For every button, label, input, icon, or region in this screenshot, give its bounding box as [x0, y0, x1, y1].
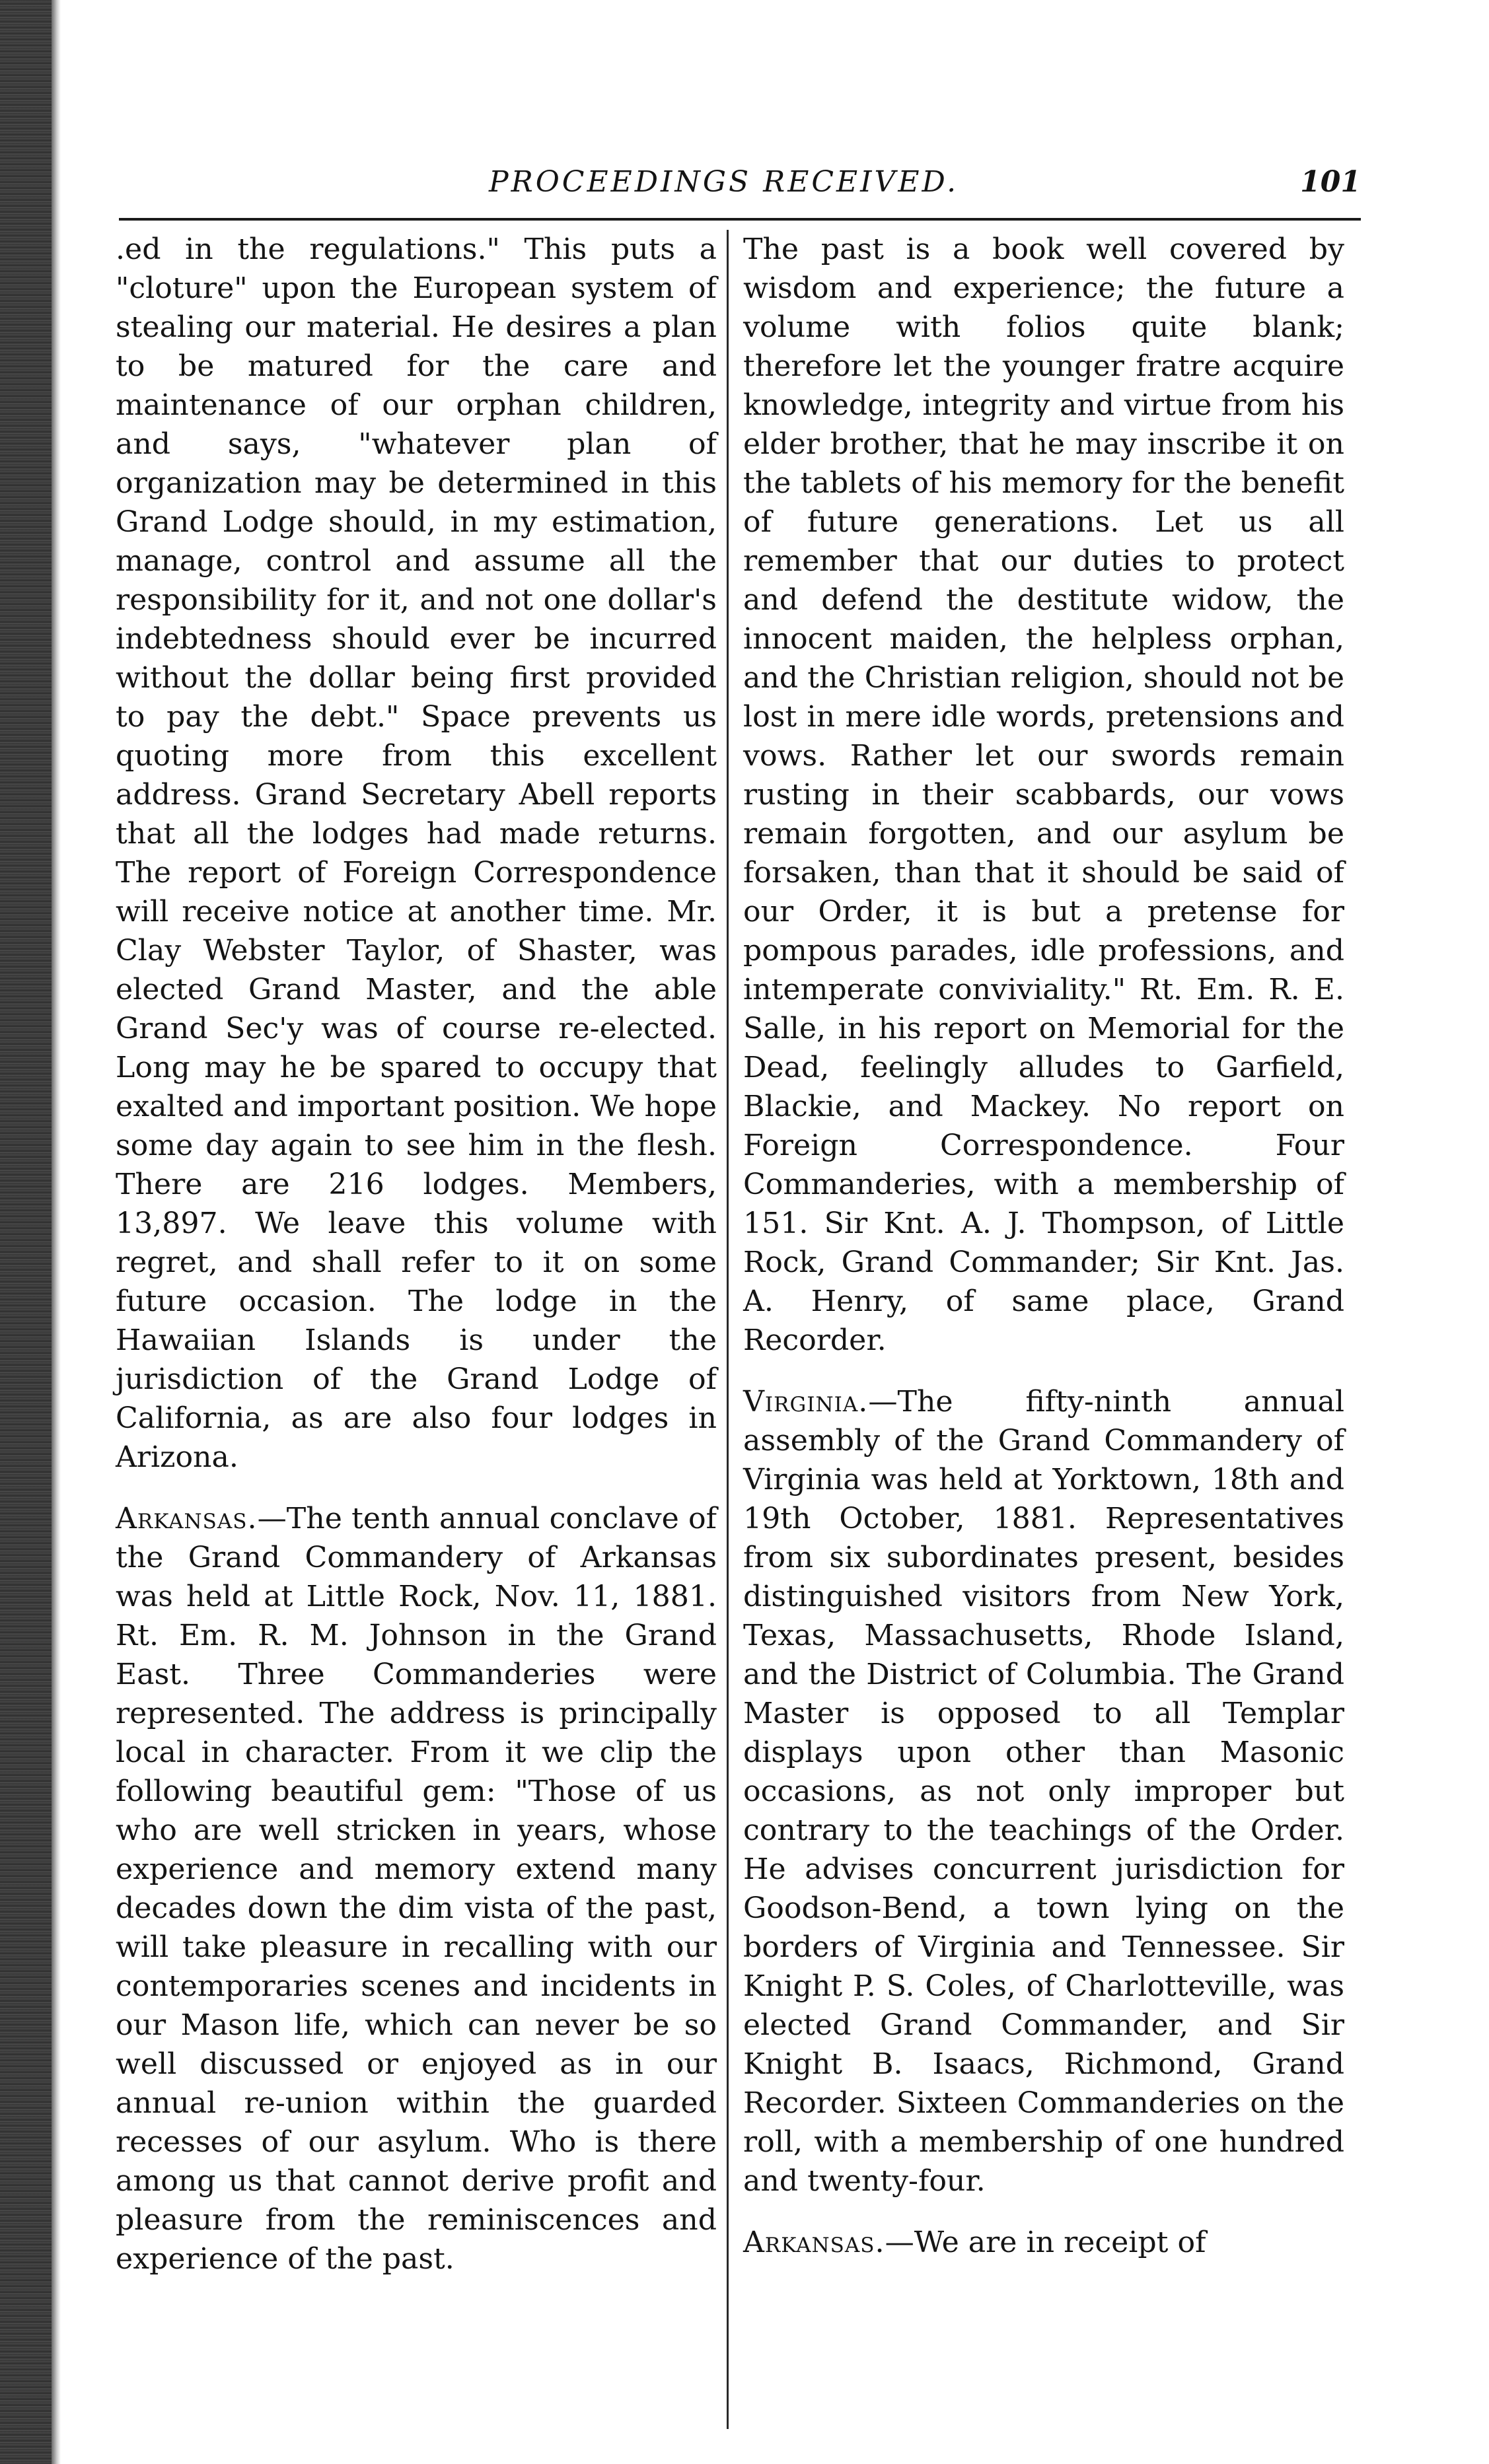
left-column: [116, 230, 717, 2301]
left-paragraph-continued: .ed in the regulations." This puts a "cloture" upon the European system of stealing our material. He desires a plan to be matured for the care and maintenance of our orphan children, and says, "whatever plan of organization may be determined in this Grand Lodge should, in my estimation, manage, control and assume all the responsibility for it, and not one dollar's indebtedness should ever be incurred without the dollar being first provided to pay the debt." Space prevents us quoting more from this excellent address. Grand Secretary Abell reports that all the lodges had made returns. The report of Foreign Correspondence will receive notice at another time. Mr. Clay Webster Taylor, of Shaster, was elected Grand Master, and the able Grand Sec'y was of course re-elected. Long may he be spared to occupy that exalted and important position. We hope some day again to see him in the flesh. There are 216 lodges. Members, 13,897. We leave this volume with regret, and shall refer to it on some future occasion. The lodge in the Hawaiian Islands is under the jurisdiction of the Grand Lodge of California, as are also four lodges in Arizona.: [116, 232, 717, 1474]
right-paragraph-virginia: [743, 1382, 1344, 2200]
left-paragraph-arkansas: [116, 1499, 717, 2278]
section-heading-virginia: Virginia.: [743, 1385, 869, 1419]
right-column: [743, 230, 1344, 2284]
section-heading-arkansas: Arkansas.: [116, 1502, 258, 1535]
page-gutter-edge: [52, 0, 61, 2464]
arkansas-2-body-text: —We are in receipt of: [885, 2226, 1206, 2259]
page-number: 101: [1300, 165, 1361, 199]
book-spine-shadow: [0, 0, 52, 2464]
running-title: PROCEEDINGS RECEIVED.: [489, 165, 959, 199]
page-header: [119, 165, 1361, 225]
virginia-body-text: —The fifty-ninth annual assembly of the Grand Commandery of Virginia was held at Yorktown, 18th and 19th October, 1881. Representatives from six subordinates present, besides distinguished visitors from New York, Texas, Massachusetts, Rhode Island, and the District of Columbia. The Grand Master is opposed to all Templar displays upon other than Masonic occasions, as not only improper but contrary to the teachings of the Order. He advises concurrent jurisdiction for Goodson-Bend, a town lying on the borders of Virginia and Tennessee. Sir Knight P. S. Coles, of Charlotteville, was elected Grand Commander, and Sir Knight B. Isaacs, Richmond, Grand Recorder. Sixteen Commanderies on the roll, with a membership of one hundred and twenty-four.: [743, 1385, 1344, 2198]
arkansas-body-text: —The tenth annual conclave of the Grand Commandery of Arkansas was held at Little Rock, Nov. 11, 1881. Rt. Em. R. M. Johnson in the Grand East. Three Commanderies were represented. The address is principally local in character. From it we clip the following beautiful gem: "Those of us who are well stricken in years, whose experience and memory extend many decades down the dim vista of the past, will take pleasure in recalling with our contemporaries scenes and incidents in our Mason life, which can never be so well discussed or enjoyed as in our annual re-union within the guarded recesses of our asylum. Who is there among us that cannot derive profit and pleasure from the reminiscences and experience of the past.: [116, 1502, 717, 2276]
section-heading-arkansas-2: Arkansas.: [743, 2226, 885, 2259]
header-rule: [119, 218, 1361, 221]
column-divider: [727, 230, 729, 2429]
right-paragraph-continued: The past is a book well covered by wisdom and experience; the future a volume with folios quite blank; therefore let the younger fratre acquire knowledge, integrity and virtue from his elder brother, that he may inscribe it on the tablets of his memory for the benefit of future generations. Let us all remember that our duties to protect and defend the destitute widow, the innocent maiden, the helpless orphan, and the Christian religion, should not be lost in mere idle words, pretensions and vows. Rather let our swords remain rusting in their scabbards, our vows remain forgotten, and our asylum be forsaken, than that it should be said of our Order, it is but a pretense for pompous parades, idle professions, and intemperate conviviality." Rt. Em. R. E. Salle, in his report on Memorial for the Dead, feelingly alludes to Garfield, Blackie, and Mackey. No report on Foreign Correspondence. Four Commanderies, with a membership of 151. Sir Knt. A. J. Thompson, of Little Rock, Grand Commander; Sir Knt. Jas. A. Henry, of same place, Grand Recorder.: [743, 232, 1344, 1357]
right-paragraph-arkansas: [743, 2223, 1344, 2262]
